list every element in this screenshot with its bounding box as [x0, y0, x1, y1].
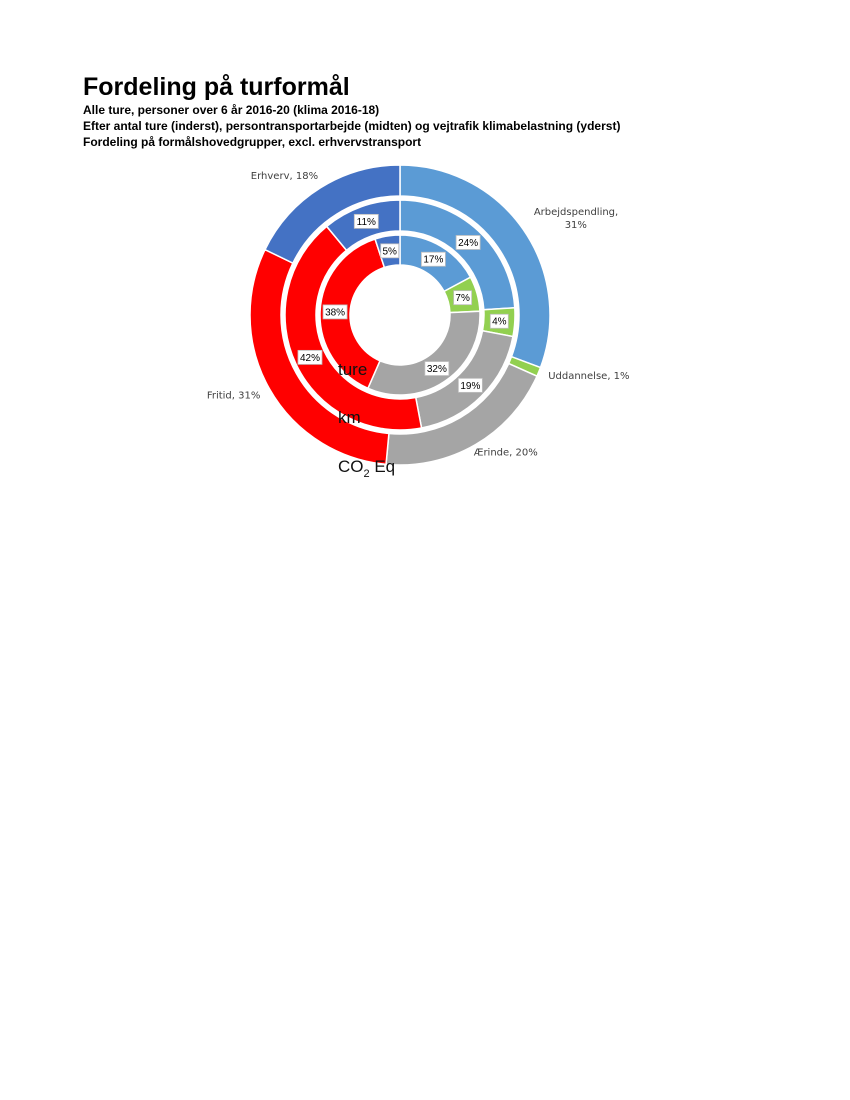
- data-label-text-middle-erhverv: 11%: [356, 216, 376, 228]
- page-title: Fordeling på turformål: [83, 73, 350, 101]
- ring-label-co2-tail: Eq: [369, 457, 396, 476]
- data-label-outer-uddannelse: [548, 371, 629, 382]
- data-label-middle-fritid: [298, 350, 322, 364]
- category-label-arbejdspendling-value: 31%: [564, 219, 587, 231]
- ring-label-co2-sub: 2: [363, 468, 370, 480]
- ring-label-km: km: [338, 408, 361, 427]
- subtitle-line-2: Efter antal ture (inderst), persontransportarbejde (midten) og vejtrafik klimabelastning (yderst): [83, 119, 621, 133]
- subtitle-line-1: Alle ture, personer over 6 år 2016-20 (klima 2016-18): [83, 103, 380, 117]
- ring-label-co2-main: CO: [338, 457, 364, 476]
- data-label-text-inner-fritid: 38%: [325, 307, 346, 319]
- data-label-inner-uddannelse: [454, 291, 472, 305]
- data-label-text-inner-aerinde: 32%: [426, 364, 447, 376]
- data-label-inner-aerinde: [425, 362, 449, 376]
- data-label-inner-erhverv: [381, 244, 399, 258]
- data-label-inner-fritid: [323, 305, 347, 319]
- data-label-text-inner-arbejdspendling: 17%: [423, 254, 444, 266]
- category-label-aerinde: Ærinde, 20%: [473, 447, 538, 459]
- data-label-middle-aerinde: [458, 378, 482, 392]
- data-label-middle-uddannelse: [490, 314, 508, 328]
- doughnut-chart: [206, 171, 630, 495]
- category-label-erhverv: Erhverv, 18%: [250, 171, 319, 183]
- data-label-middle-arbejdspendling: [456, 235, 480, 249]
- data-label-text-middle-aerinde: 19%: [460, 380, 481, 392]
- ring-label-ture: ture: [338, 360, 368, 379]
- data-label-text-middle-uddannelse: 4%: [492, 316, 507, 328]
- category-label-arbejdspendling: Arbejdspendling,: [533, 206, 619, 218]
- data-label-outer-erhverv: [251, 171, 318, 182]
- data-label-text-inner-erhverv: 5%: [382, 246, 397, 258]
- data-label-text-middle-fritid: 42%: [299, 352, 320, 364]
- data-label-outer-arbejdspendling: [534, 207, 618, 231]
- data-label-inner-arbejdspendling: [421, 252, 445, 266]
- data-label-middle-erhverv: [354, 214, 378, 228]
- category-label-fritid: Fritid, 31%: [206, 390, 261, 402]
- data-label-text-middle-arbejdspendling: 24%: [458, 237, 479, 249]
- data-label-outer-aerinde: [474, 447, 538, 458]
- category-label-uddannelse: Uddannelse, 1%: [548, 370, 630, 382]
- data-label-text-inner-uddannelse: 7%: [455, 293, 470, 305]
- subtitle-line-3: Fordeling på formålshovedgrupper, excl. erhvervstransport: [83, 135, 422, 149]
- data-label-outer-fritid: [207, 391, 261, 402]
